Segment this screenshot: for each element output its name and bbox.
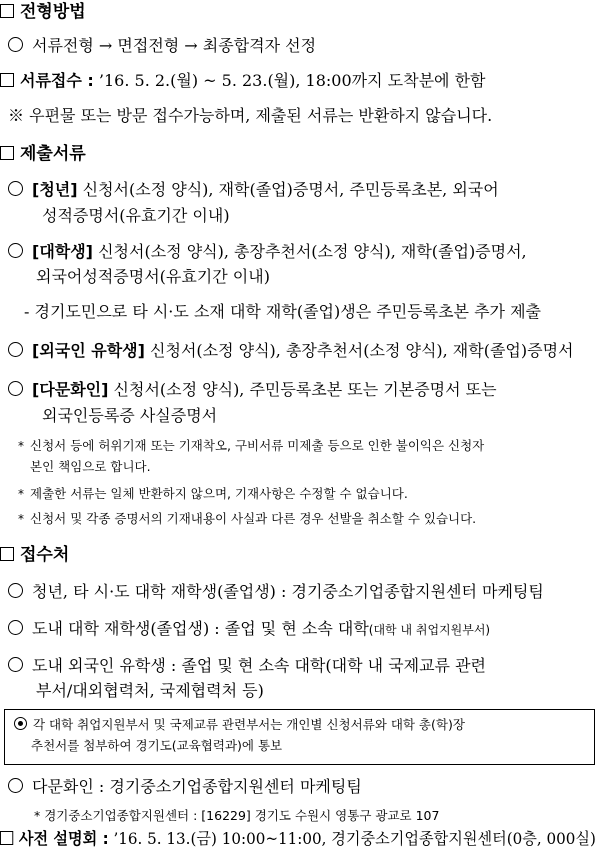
circle-bullet-icon <box>8 243 23 258</box>
note-text: 우편물 또는 방문 접수가능하며, 제출된 서류는 반환하지 않습니다. <box>29 106 493 125</box>
item-text: 서류전형 → 면접전형 → 최종합격자 선정 <box>32 36 317 55</box>
documents-university-cont <box>36 269 270 285</box>
line-text: 신청서(소정 양식), 총장추천서(소정 양식), 재학(졸업)증명서, <box>98 242 527 261</box>
checkbox-square-icon <box>0 73 14 87</box>
circle-bullet-icon <box>8 181 23 196</box>
line-text: 신청서(소정 양식), 총장추천서(소정 양식), 재학(졸업)증명서 <box>150 341 574 360</box>
documents-university-sub <box>24 304 541 320</box>
category-tag: [다문화인] <box>32 380 109 399</box>
selection-process-item <box>8 37 316 54</box>
reference-mark-icon: ※ <box>8 106 25 125</box>
checkbox-square-icon <box>0 146 14 160</box>
info-session-value: ’16. 5. 13.(금) 10:00~11:00, 경기중소기업종합지원센터(0층, 000실) <box>113 829 596 848</box>
section-heading-info-session <box>0 831 596 847</box>
documents-multicultural <box>8 381 497 398</box>
circle-bullet-icon <box>8 657 23 672</box>
application-period-value: ’16. 5. 2.(월) ~ 5. 23.(월), 18:00까지 도착분에 한함 <box>98 71 486 90</box>
submission-youth <box>8 583 544 600</box>
section-heading-selection <box>0 4 86 21</box>
line-text: 성적증명서(유효기간 이내) <box>42 206 230 225</box>
circle-bullet-icon <box>8 342 23 357</box>
section-title: 접수처 <box>20 545 70 565</box>
section-heading-application-period <box>0 73 485 89</box>
note-text: 각 대학 취업지원부서 및 국제교류 관련부서는 개인별 신청서류와 대학 총(학)장 <box>33 717 465 732</box>
line-text: 신청서(소정 양식), 주민등록초본 또는 기본증명서 또는 <box>113 380 497 399</box>
note-text: 제출한 서류는 일체 반환하지 않으며, 기재사항은 수정할 수 없습니다. <box>30 486 408 501</box>
notice-box-line-2 <box>31 740 282 753</box>
application-note <box>8 108 492 124</box>
circle-bullet-icon <box>8 620 23 635</box>
asterisk-icon: * <box>18 512 24 526</box>
line-text: 다문화인 : 경기중소기업종합지원센터 마케팅팀 <box>32 777 362 796</box>
line-text: 신청서(소정 양식), 재학(졸업)증명서, 주민등록초본, 외국어 <box>82 180 499 199</box>
category-tag: [외국인 유학생] <box>32 341 145 360</box>
radio-bullet-icon <box>14 717 27 730</box>
line-small-text: (대학 내 취업지원부서) <box>368 623 491 637</box>
section-label: 서류접수 : <box>20 71 94 90</box>
section-label: 사전 설명회 : <box>18 829 109 848</box>
documents-multicultural-cont <box>42 408 217 424</box>
submission-intl-student-cont <box>36 683 264 699</box>
documents-intl-student <box>8 342 574 359</box>
documents-note-1 <box>18 440 484 453</box>
documents-note-1-cont <box>30 461 151 474</box>
category-tag: [대학생] <box>32 242 93 261</box>
documents-youth-cont <box>42 208 230 224</box>
documents-note-2 <box>18 488 408 501</box>
category-tag: [청년] <box>32 180 78 199</box>
line-text: - 경기도민으로 타 시·도 소재 대학 재학(졸업)생은 주민등록초본 추가 제출 <box>24 302 541 321</box>
asterisk-icon: * <box>18 439 24 453</box>
documents-youth <box>8 181 499 198</box>
section-heading-documents <box>0 146 86 163</box>
circle-bullet-icon <box>8 381 23 396</box>
section-title: 전형방법 <box>20 2 86 22</box>
note-text: 신청서 등에 허위기재 또는 기재착오, 구비서류 미제출 등으로 인한 불이익은 신청자 <box>30 438 485 453</box>
submission-multicultural <box>8 778 362 795</box>
checkbox-square-icon <box>0 4 14 18</box>
note-text: 추천서를 첨부하여 경기도(교육협력과)에 통보 <box>31 738 283 753</box>
documents-university <box>8 243 527 260</box>
address-text: * 경기중소기업종합지원센터 : [16229] 경기도 수원시 영통구 광교로 107 <box>34 808 440 823</box>
line-text: 청년, 타 시·도 대학 재학생(졸업생) : 경기중소기업종합지원센터 마케팅팀 <box>32 582 544 601</box>
note-text: 본인 책임으로 합니다. <box>30 459 151 474</box>
section-title: 제출서류 <box>20 144 86 164</box>
notice-box-line-1 <box>14 717 465 732</box>
checkbox-square-icon <box>0 547 14 561</box>
circle-bullet-icon <box>8 37 23 52</box>
line-text: 도내 외국인 유학생 : 졸업 및 현 소속 대학(대학 내 국제교류 관련 <box>32 656 486 675</box>
line-text: 외국어성적증명서(유효기간 이내) <box>36 267 270 286</box>
checkbox-square-icon <box>0 831 13 845</box>
section-heading-submission-place <box>0 547 69 564</box>
documents-note-3 <box>18 513 476 526</box>
submission-university <box>8 620 490 637</box>
circle-bullet-icon <box>8 778 23 793</box>
submission-intl-student <box>8 657 486 674</box>
circle-bullet-icon <box>8 583 23 598</box>
submission-address <box>34 810 439 823</box>
line-text: 도내 대학 재학생(졸업생) : 졸업 및 현 소속 대학 <box>32 619 369 638</box>
line-text: 외국인등록증 사실증명서 <box>42 406 218 425</box>
note-text: 신청서 및 각종 증명서의 기재내용이 사실과 다른 경우 선발을 취소할 수 있습니다. <box>30 511 477 526</box>
asterisk-icon: * <box>18 487 24 501</box>
line-text: 부서/대외협력처, 국제협력처 등) <box>36 681 264 700</box>
